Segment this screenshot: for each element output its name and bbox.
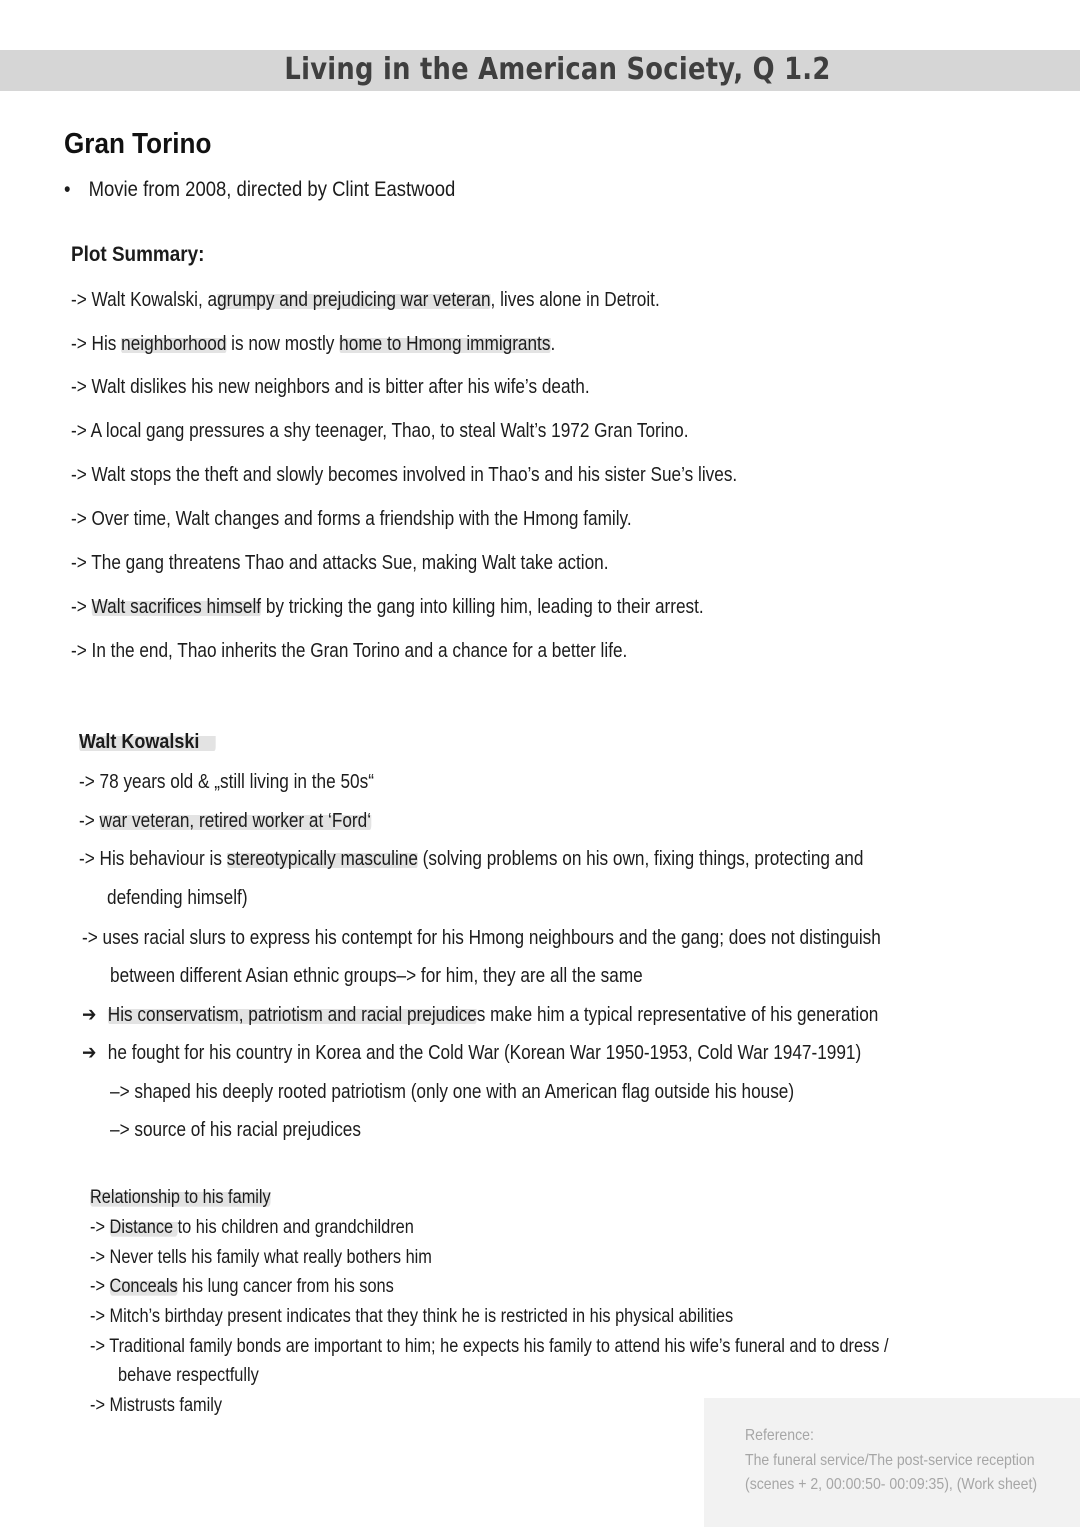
walt-line: -> 78 years old & „still living in the 50s“: [79, 771, 374, 793]
reference-line-2: (scenes + 2, 00:00:50- 00:09:35), (Work sheet): [745, 1476, 1038, 1493]
walt-line: defending himself): [107, 887, 248, 909]
walt-line: –> source of his racial prejudices: [110, 1119, 361, 1141]
walt-heading: Walt Kowalski: [79, 731, 216, 754]
document-title: Gran Torino: [64, 128, 212, 160]
walt-line: ➔ he fought for his country in Korea and the Cold War (Korean War 1950-1953, Cold War 1947-1991): [82, 1042, 862, 1064]
walt-line: between different Asian ethnic groups–> for him, they are all the same: [110, 965, 643, 987]
plot-line: -> Over time, Walt changes and forms a friendship with the Hmong family.: [71, 508, 632, 530]
movie-info-text: Movie from 2008, directed by Clint Eastwood: [88, 178, 456, 201]
family-line: -> Mitch’s birthday present indicates that they think he is restricted in his physical abilities: [90, 1306, 734, 1327]
plot-line: -> His neighborhood is now mostly home to Hmong immigrants.: [71, 333, 556, 355]
family-line: -> Never tells his family what really bothers him: [90, 1247, 432, 1268]
movie-info-bullet: [64, 178, 455, 202]
plot-line: -> The gang threatens Thao and attacks Sue, making Walt take action.: [71, 552, 609, 574]
family-line: -> Distance to his children and grandchildren: [90, 1217, 414, 1238]
walt-line: -> uses racial slurs to express his contempt for his Hmong neighbours and the gang; does not distinguish: [82, 927, 881, 949]
page-header-title: Living in the American Society, Q 1.2: [284, 52, 831, 87]
walt-line: -> His behaviour is stereotypically masculine (solving problems on his own, fixing things, protecting and: [79, 848, 864, 870]
plot-line: -> A local gang pressures a shy teenager, Thao, to steal Walt’s 1972 Gran Torino.: [71, 420, 689, 442]
bullet-dot-icon: •: [64, 178, 71, 201]
arrow-right-icon: ➔: [82, 1042, 97, 1064]
family-heading: Relationship to his family: [90, 1187, 271, 1208]
reference-line-1: The funeral service/The post-service reception: [745, 1452, 1035, 1469]
walt-line: –> shaped his deeply rooted patriotism (only one with an American flag outside his house): [110, 1081, 795, 1103]
plot-line: -> Walt sacrifices himself by tricking the gang into killing him, leading to their arrest.: [71, 596, 704, 618]
plot-summary-heading: Plot Summary:: [71, 243, 205, 266]
reference-label: Reference:: [745, 1427, 814, 1444]
walt-line: ➔ His conservatism, patriotism and racial prejudices make him a typical representative of his generation: [82, 1004, 879, 1026]
family-line: -> Mistrusts family: [90, 1395, 223, 1416]
family-line: -> Conceals his lung cancer from his sons: [90, 1276, 394, 1297]
plot-line: -> In the end, Thao inherits the Gran Torino and a chance for a better life.: [71, 640, 628, 662]
arrow-right-icon: ➔: [82, 1004, 97, 1026]
family-line: -> Traditional family bonds are important to him; he expects his family to attend his wife’s funeral and to dress /: [90, 1336, 889, 1357]
walt-line: -> war veteran, retired worker at ‘Ford‘: [79, 810, 372, 832]
plot-line: -> Walt dislikes his new neighbors and is bitter after his wife’s death.: [71, 376, 590, 398]
plot-line: -> Walt stops the theft and slowly becomes involved in Thao’s and his sister Sue’s lives.: [71, 464, 738, 486]
family-line: behave respectfully: [118, 1365, 259, 1386]
plot-line: -> Walt Kowalski, agrumpy and prejudicing war veteran, lives alone in Detroit.: [71, 289, 660, 311]
